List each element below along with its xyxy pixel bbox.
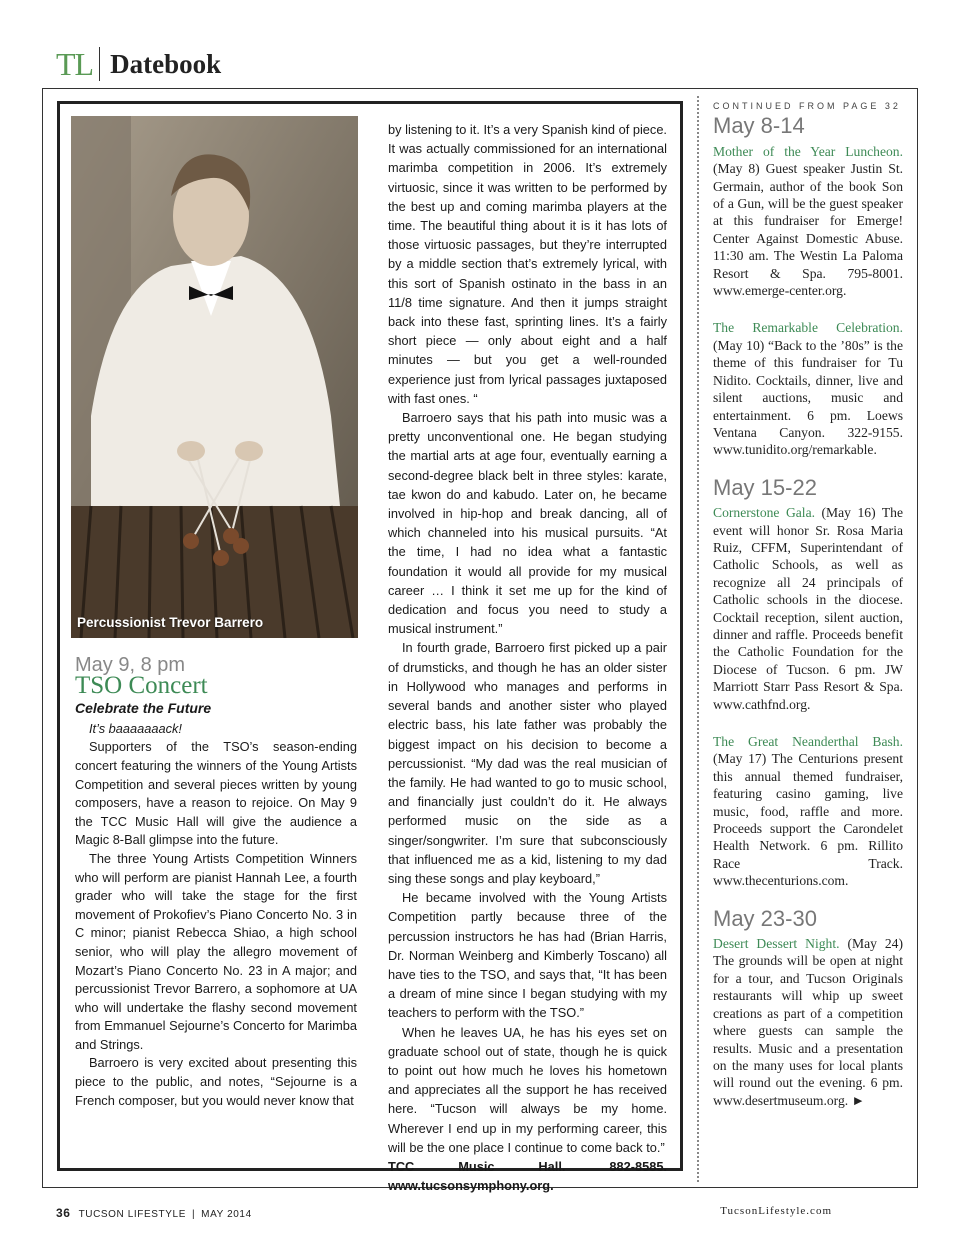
percussionist-illustration <box>71 116 358 638</box>
event-name: The Great Neanderthal Bash. <box>713 734 903 749</box>
body-paragraph: In fourth grade, Barroero first picked up a pair of drumsticks, and though he has an older sister in Hollywood who manages and performs in several bands and another sister who played electric bass, his late father was probably the biggest impact on his decision to become a percussionist. “My dad was the real musician of the family. He had wanted to go to music school, and financially just couldn’t do it. He always performed music on the side as a singer/songwriter. I’m sure that subconsciously that influenced me as a kid, listening to my dad sing these songs and play keyboard,” <box>388 640 667 886</box>
event-name: Mother of the Year Luncheon. <box>713 143 903 159</box>
section-title: Datebook <box>110 48 222 79</box>
event-name: Desert Dessert Night. <box>713 936 840 952</box>
body-paragraph: Barroero says that his path into music was a pretty unconventional one. He began studying the martial arts at age four, eventually earning a second-degree black belt in three styles: karate, tae kwon do and kabudo. Later on, he became involved in hip-hop and break dancing, all of which channeled into his musical pursuits. “At the time, I had no idea what a fantastic foundation it would all provide for my musical career … I think it set me up for the kind of dedication and focus you need to study a musical instrument.” <box>388 410 667 637</box>
footer-separator: | <box>191 1209 196 1220</box>
event-listing <box>713 504 903 713</box>
header-divider <box>99 47 100 81</box>
body-paragraph: Supporters of the TSO’s season-ending concert featuring the winners of the Young Artists Competition and several pieces written by young composers, have a reason to rejoice. On May 9 the TCC Music Hall will give the audience a Magic 8-Ball glimpse into the future. <box>75 739 357 848</box>
body-paragraph: He became involved with the Young Artists Competition partly because three of the percussion instructors he has had (Brian Harris, Dr. Norman Weinberg and Kimberly Toscano) all have ties to the TSO, and says that, “It has been a dream of mine since I began studying with my teachers to perform with the TSO.” <box>388 890 667 1021</box>
event-listing <box>713 319 903 458</box>
date-range-heading: May 8-14 <box>713 113 805 139</box>
page-header <box>56 44 221 84</box>
event-description: (May 10) “Back to the ’80s” is the theme of this fundraiser for Tu Nidito. Cocktails, dinner, live and silent auctions, music and entertainment. 6 pm. Loews Ventana Canyon. 322-9155. www.tunidito.org/remarkable. <box>713 337 903 458</box>
feature-left-column <box>75 656 357 1110</box>
date-range-heading: May 15-22 <box>713 474 817 500</box>
event-name: The Remarkable Celebration. <box>713 320 903 336</box>
event-listing <box>713 935 903 1109</box>
issue-date: MAY 2014 <box>201 1209 252 1220</box>
datebook-sidebar <box>713 98 903 1129</box>
contact-info: TCC Music Hall. 882-8585. www.tucsonsymphony.org. <box>388 1158 667 1194</box>
event-subtitle: Celebrate the Future <box>75 700 212 717</box>
column-divider <box>697 96 699 1182</box>
body-paragraph: Barroero is very excited about presenting this piece to the public, and notes, “Sejourne is a French composer, but you would never know that <box>75 1055 357 1108</box>
event-description: (May 17) The Centurions present this annual themed fundraiser, featuring casino gaming, live music, food, raffle and more. Proceeds support the Carondelet Health Network. 6 pm. Rillito Race Track. www.thecenturions.com. <box>713 751 903 889</box>
date-range-heading: May 23-30 <box>713 905 817 931</box>
event-listing <box>713 733 903 890</box>
body-paragraph: The three Young Artists Competition Winners who will perform are pianist Hannah Lee, a fourth grader who will take the stage for the first movement of Prokofiev’s Piano Concerto No. 3 in C minor; pianist Rebecca Shiao, a high school senior, who will play the allegro movement of Mozart’s Piano Concerto No. 23 in A major; and percussionist Trevor Barrero, a sophomore at UA who will undertake the flashy second movement from Emmanuel Sejourne’s Concerto for Marimba and Strings. <box>75 850 357 1052</box>
event-description: (May 16) The event will honor Sr. Rosa Maria Ruiz, CFFM, Superintendant of Catholic Schools, as well as recognize all 24 principals of Catholic schools in the diocese. Cocktail reception, silent auction, dinner and raffle. Proceeds benefit the Catholic Foundation for the Diocese of Tucson. 6 pm. JW Marriott Starr Pass Resort & Spa. www.cathfnd.org. <box>713 505 903 712</box>
body-paragraph: It’s baaaaaaack! <box>89 720 182 736</box>
continued-label: CONTINUED FROM PAGE 32 <box>713 101 901 111</box>
body-paragraph: When he leaves UA, he has his eyes set on graduate school out of state, though he is quick to point out how much he loves his hometown and appreciates all the support he has received here. “Tucson will always be my home. Wherever I end up in my performing career, this will be the one place I continue to come back to.” <box>388 1024 667 1155</box>
event-listing <box>713 143 903 300</box>
publication-name: TUCSON LIFESTYLE <box>78 1209 186 1220</box>
photo-caption: Percussionist Trevor Barrero <box>77 615 264 630</box>
event-title: TSO Concert <box>75 671 208 699</box>
event-date: May 9, 8 pm <box>75 654 186 676</box>
feature-photo <box>71 116 358 638</box>
page-number: 36 <box>56 1206 71 1220</box>
body-paragraph: by listening to it. It’s a very Spanish kind of piece. It was actually commissioned for an international marimba competition in 2006. It’s extremely virtuosic, since it was written to be performed by the best up and coming marimba players at the time. The beautiful thing about it is it has lots of those virtuosic passages, but they’re interrupted by a middle section that’s extremely lyrical, with this sort of Spanish ostinato in the bass in an 11/8 time signature. And then it jumps straight back into these fast, sprinting lines. It’s a fairly short piece — only about eight and a half minutes — but you get a well-rounded experience just from lyrical passages juxtaposed with fast ones. “ <box>388 122 667 406</box>
page-footer <box>56 1206 252 1220</box>
footer-website: TucsonLifestyle.com <box>720 1205 832 1217</box>
event-description: (May 24) The grounds will be open at night for a tour, and Tucson Originals restaurants will whip up sweet creations as part of a competition where guests can sample the results. Music and a presentation on the many uses for local plants will round out the evening. 6 pm. www.desertmuseum.org. ► <box>713 936 903 1108</box>
tl-logo: TL <box>56 45 94 82</box>
event-description: (May 8) Guest speaker Justin St. Germain, author of the book Son of a Gun, will be the guest speaker at this fundraiser for Emerge! Center Against Domestic Abuse. 11:30 am. The Westin La Paloma Resort & Spa. 795-8001. www.emerge-center.org. <box>713 161 903 299</box>
event-name: Cornerstone Gala. <box>713 505 816 521</box>
feature-mid-column <box>388 120 667 1195</box>
